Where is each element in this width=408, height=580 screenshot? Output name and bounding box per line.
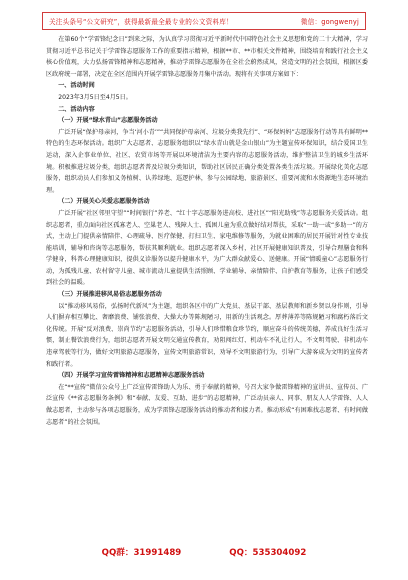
subheading-green: （一）开展“绿水青山”志愿服务活动 xyxy=(58,117,158,125)
footer-qq: QQ：535304092 xyxy=(229,548,307,558)
top-banner xyxy=(42,12,366,30)
section-heading-content: 二、活动内容 xyxy=(58,105,95,113)
paragraph-care: 广泛开展“社区邻里守望”“时间银行”养老、“红十字志愿服务进高校、进社区”“阳光助残”等志愿服务关爱活动。组织志愿者，重点面向社区孤寡老人、空巢老人、残障人士、孤困儿童为重点做好结对帮扶，采取“一助一或“多助一”的方式，主动上门提供亲情陪伴、心理疏导、医疗保健、打扫卫生、家电维修等服务，为就业困难的居民开展针对性专业技能培训，辅导和咨询等志愿服务，帮扶其顺利就业。组织志愿者深入乡村，社区开展健康知识普及，引导合理膳食和科学健身，科普心理健康知识，提供义诊服务以提升健康水平，为广大群众献爱心、送健康。开展“情暖童心”志愿服务行动，为孤残儿童、农村留守儿童、城市流动儿童提供生活照顾、学业辅导、亲情陪伴、自护教育等服务，让孩子们感受到社会的温暖。 xyxy=(46,209,368,287)
banner-wechat-text: 微信：gongwenyj xyxy=(300,18,359,26)
document-body xyxy=(46,34,368,428)
paragraph-publicity: 在“**宣传”微信公众号上广泛宣传雷锋助人为乐、勇于奉献的精神，号召大家争做雷锋精神的宣讲员、宣传员、广泛宣传《**省志愿服务条例》和“奉献、友爱、互助、进步”的志愿精神，广泛动员亲人、同事、朋友人人学雷锋、人人做志愿者，主动参与各项志愿服务，成为学雷锋志愿服务活动的推动者和接力者。推动形成“有困难找志愿者、有时间做志愿者”的社会氛围。 xyxy=(46,383,368,426)
section-heading-time: 一、活动时间 xyxy=(58,82,95,90)
subheading-publicity: （四）开展学习宣传雷锋精神和志愿精神志愿服务活动 xyxy=(58,372,205,380)
banner-promo-text: 关注头条号“公文研究”，获得最新最全最专业的公文资料库！ xyxy=(49,18,233,26)
intro-paragraph: 在第60个“学雷锋纪念日”到来之际，为认真学习贯彻习近平新时代中国特色社会主义思想和党的二十大精神，学习贯彻习近平总书记关于学雷锋志愿服务工作的重要指示精神，根据**市、**市相关文件精神，围绕培育和践行社会主义核心价值观，大力弘扬雷锋精神和志愿精神，推动学雷锋志愿服务在全社会蔚然成风，营造文明的社会氛围，根据区委区政府统一部署，决定在全区范围内开展学雷锋志愿服务月集中活动。现将有关事项方案如下： xyxy=(46,36,368,78)
time-range-text: 2023年3月5日至4月5日。 xyxy=(58,93,132,101)
subheading-customs: （三）开展推进移风易俗志愿服务活动 xyxy=(58,291,162,299)
paragraph-customs: 以“推动移风易俗，弘扬时代新风”为主题，组织各区中的广大党员、基层干部、基层教师和新乡贤以身作则，引导人们摒弃相互攀比、奢靡浪费、铺张浪费、大操大办等陈规陋习，用新的生活观念。厚葬薄养等陈规陋习和腐朽落后文化传统。开展“反对浪费、崇尚节约”志愿服务活动，引导人们珍惜粮食珍节约，顺应奋斗的传统美德，养成良好生活习惯，制止餐饮浪费行为，组织志愿者开展文明交通宣传教育，劝阻闯红灯、机动车不礼让行人，不文明驾驶、非机动车违章驾驶等行为，做好文明旅游志愿服务，宣传文明旅游常识，劝导不文明旅游行为，引导广大游客成为文明的宣传者和践行者。 xyxy=(46,302,368,368)
paragraph-green: 广泛开展“保护母亲河，争当‘河小青’”“共同保护母亲河、垃圾分类我先行”、“环保妈妈”志愿服务行动等具有鲜明**特色的生态环保活动。组织广大志愿者、志愿服务组织以“绿水青山就是金山银山”为主题宣传环保知识，结合爱国卫生运动，深入企事业单位、社区、农贸市场等开展以环境清洁为主要内容的志愿服务活动，维护整洁卫生的城乡生活环境。积极推进垃圾分类，组织志愿者普及垃圾分类知识，帮助社区居民正确分类处置各类生活垃圾。开展绿化美化志愿服务，组织动员人们参加义务植树、认养绿地、巡逻护林，参与公园绿地、旅游景区、重要河流和水资源地生态环境治理。 xyxy=(46,128,368,194)
footer-qq-group: QQ群：31991489 xyxy=(101,548,182,558)
subheading-care: （二）开展关心关爱志愿服务活动 xyxy=(58,198,150,206)
footer-contact xyxy=(0,546,408,562)
